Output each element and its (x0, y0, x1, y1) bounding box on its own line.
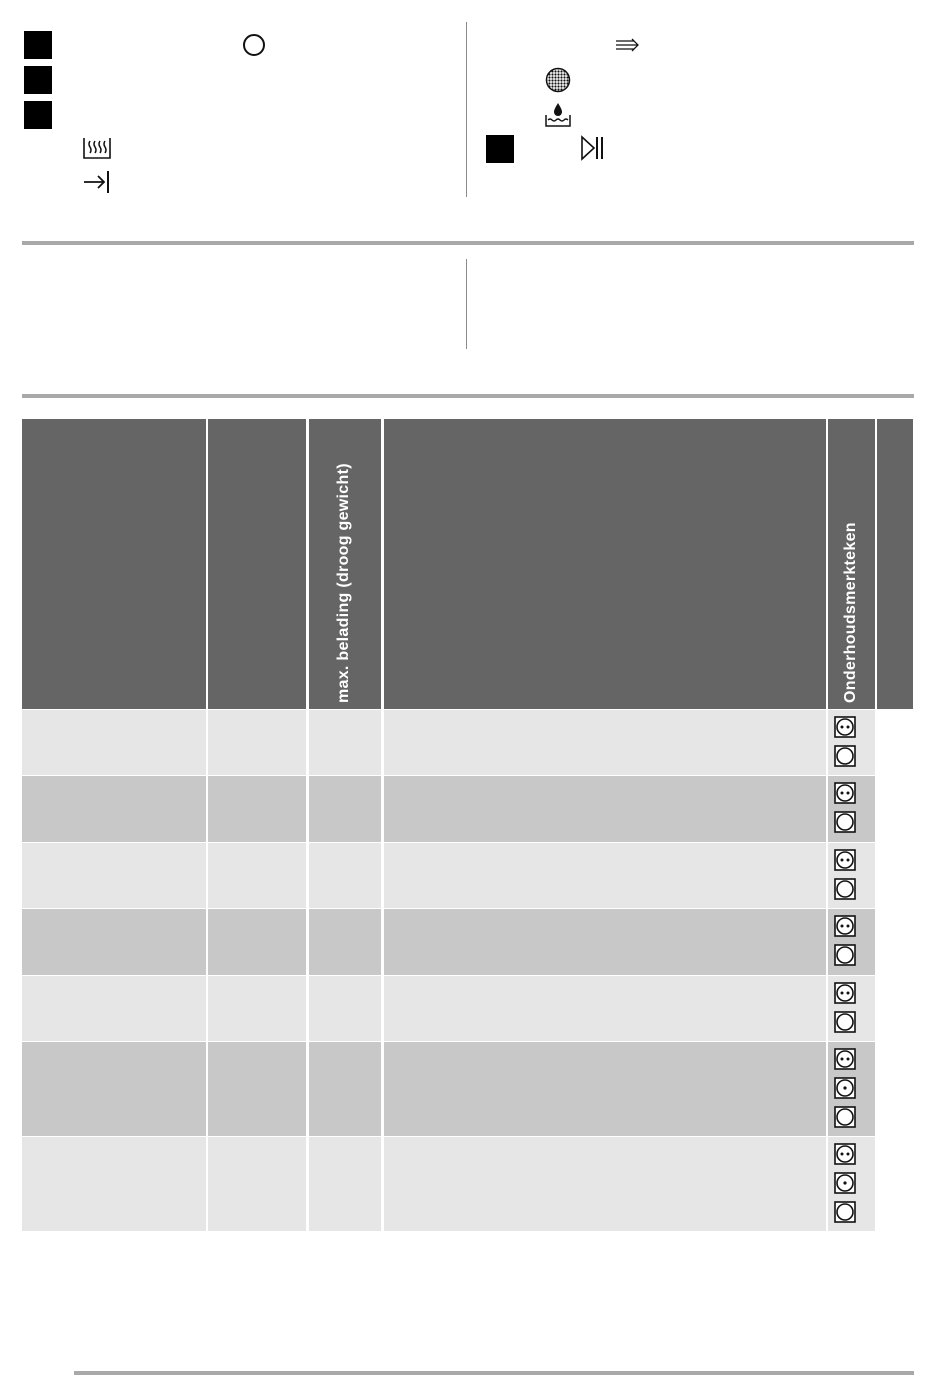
table-cell (208, 776, 306, 842)
black-square-marker (24, 101, 52, 129)
play-pause-icon (580, 135, 606, 161)
table-cell (309, 1137, 381, 1231)
black-square-marker (24, 31, 52, 59)
circle-outline-icon (242, 33, 266, 57)
section-rule (22, 241, 914, 245)
table-cell (22, 710, 206, 775)
table-header-cell (22, 419, 206, 709)
table-cell (22, 776, 206, 842)
tumble-dry-no-dot-icon (834, 944, 856, 966)
tumble-dry-no-dot-icon (834, 1011, 856, 1033)
column-divider (466, 22, 467, 197)
table-cell (828, 1042, 875, 1136)
tumble-dry-two-dots-icon (834, 915, 856, 937)
table-cell (828, 776, 875, 842)
table-cell (384, 843, 826, 908)
table-cell (22, 843, 206, 908)
table-cell (828, 1137, 875, 1231)
table-cell (828, 710, 875, 775)
heat-waves-icon (82, 136, 112, 162)
tumble-dry-no-dot-icon (834, 1201, 856, 1223)
table-cell (208, 710, 306, 775)
tumble-dry-two-dots-icon (834, 716, 856, 738)
tumble-dry-two-dots-icon (834, 849, 856, 871)
water-drop-basin-icon (544, 101, 572, 129)
table-cell (22, 1042, 206, 1136)
table-header-cell (208, 419, 306, 709)
table-cell (208, 1042, 306, 1136)
tumble-dry-two-dots-icon (834, 982, 856, 1004)
table-cell (309, 843, 381, 908)
care-label-header: Onderhoudsmerkteken (841, 522, 859, 703)
table-cell (22, 1137, 206, 1231)
table-header-cell-care-label (828, 419, 875, 709)
tumble-dry-two-dots-icon (834, 782, 856, 804)
footer-rule (74, 1371, 914, 1375)
table-cell (384, 1042, 826, 1136)
table-cell (828, 976, 875, 1041)
column-divider (466, 259, 467, 349)
tumble-dry-one-dot-icon (834, 1172, 856, 1194)
max-load-header-label: max. belading (droog gewicht) (335, 463, 352, 703)
table-cell (309, 909, 381, 975)
section-rule (22, 394, 914, 398)
table-header-cell (384, 419, 826, 709)
tumble-dry-no-dot-icon (834, 878, 856, 900)
tumble-dry-no-dot-icon (834, 811, 856, 833)
table-cell (208, 976, 306, 1041)
table-header-cell-max-load (309, 419, 381, 709)
dotted-ball-icon (545, 67, 571, 93)
arrow-right-lines-icon (614, 36, 642, 54)
table-cell (309, 710, 381, 775)
table-cell (309, 776, 381, 842)
tumble-dry-one-dot-icon (834, 1077, 856, 1099)
table-cell (309, 1042, 381, 1136)
table-cell (384, 1137, 826, 1231)
table-cell (22, 909, 206, 975)
table-cell (208, 909, 306, 975)
table-cell (208, 1137, 306, 1231)
table-cell (828, 843, 875, 908)
tumble-dry-two-dots-icon (834, 1048, 856, 1070)
tumble-dry-no-dot-icon (834, 1106, 856, 1128)
table-cell (309, 976, 381, 1041)
table-cell (22, 976, 206, 1041)
table-header-cell (877, 419, 913, 709)
arrow-to-end-icon (82, 170, 112, 194)
table-cell (384, 776, 826, 842)
table-cell (384, 909, 826, 975)
table-cell (384, 710, 826, 775)
table-cell (384, 976, 826, 1041)
black-square-marker (24, 66, 52, 94)
table-cell (828, 909, 875, 975)
tumble-dry-two-dots-icon (834, 1143, 856, 1165)
black-square-marker (486, 135, 514, 163)
tumble-dry-no-dot-icon (834, 745, 856, 767)
table-cell (208, 843, 306, 908)
